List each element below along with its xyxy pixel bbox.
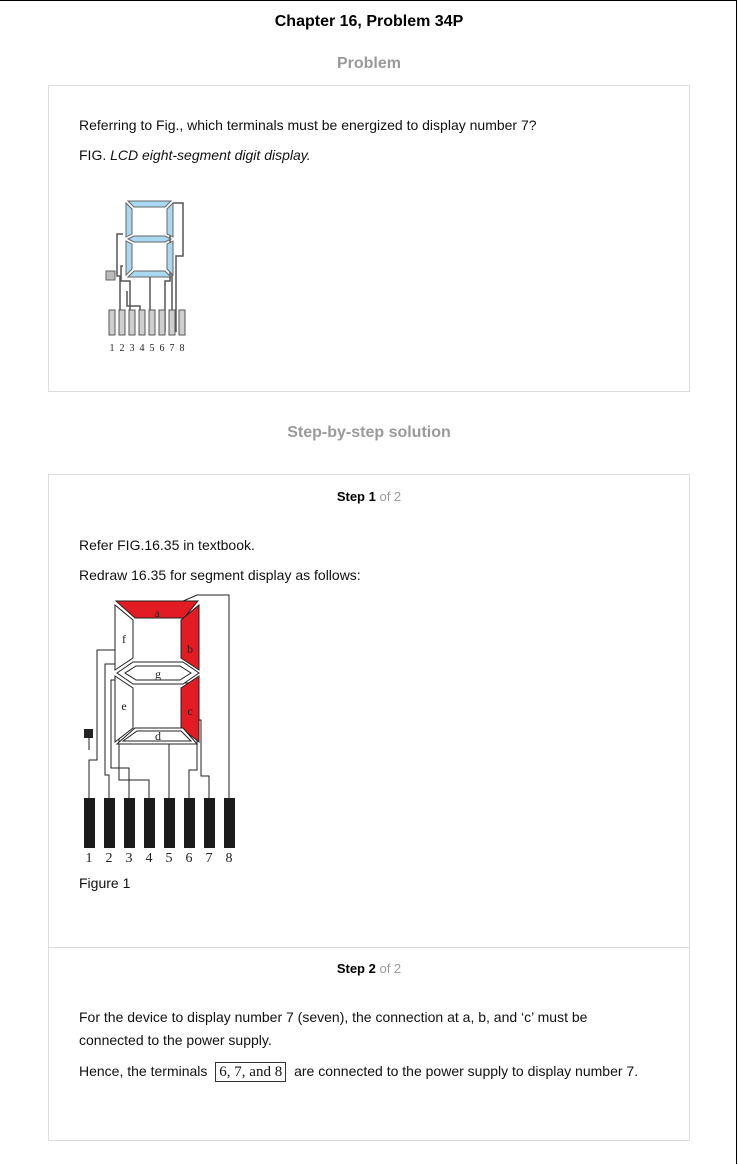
lcd-segment-g <box>128 236 171 242</box>
lcd-pin-number: 2 <box>119 343 125 354</box>
lcd-decimal-point <box>106 271 115 280</box>
segment-label-a: a <box>154 606 160 620</box>
lcd-segment-d <box>128 271 171 277</box>
lcd-pin <box>119 310 125 335</box>
answer-suffix: are connected to the power supply to display number 7. <box>294 1063 639 1079</box>
lcd-segment-b <box>167 203 173 237</box>
terminal-number: 4 <box>145 851 153 865</box>
lcd-display-figure <box>105 196 215 366</box>
lcd-pin-number: 3 <box>129 343 135 354</box>
terminal-number: 3 <box>125 851 133 865</box>
segment-label-c: c <box>187 704 193 718</box>
step-divider <box>49 947 689 948</box>
lcd-pin-number: 4 <box>139 343 145 354</box>
terminal-number: 2 <box>105 851 113 865</box>
lcd-pin-number: 7 <box>169 343 175 354</box>
step-1-label: Step 1 of 2 <box>336 489 402 504</box>
problem-question: Referring to Fig., which terminals must be energized to display number 7? <box>79 117 537 133</box>
lcd-pin-number: 8 <box>179 343 185 354</box>
lcd-pin <box>169 310 175 335</box>
lcd-pin-number: 5 <box>149 343 155 354</box>
lcd-segment-c <box>167 241 173 275</box>
terminal-8 <box>224 798 235 848</box>
answer-prefix: Hence, the terminals <box>79 1063 208 1079</box>
terminal-1 <box>84 798 95 848</box>
terminal-number: 5 <box>165 851 173 865</box>
lcd-pin-number: 1 <box>109 343 115 354</box>
lcd-pin <box>109 310 115 335</box>
segment-label-d: d <box>155 729 161 743</box>
lcd-segment-f <box>126 203 132 237</box>
decimal-point <box>84 729 93 738</box>
solution-card <box>48 474 690 1141</box>
lcd-pin-number: 6 <box>159 343 165 354</box>
terminal-number: 8 <box>225 851 233 865</box>
terminal-4 <box>144 798 155 848</box>
figure-caption: FIG. LCD eight-segment digit display. <box>79 147 311 163</box>
lcd-pin <box>149 310 155 335</box>
step-2-answer-line <box>79 1060 638 1083</box>
segment-label-g: g <box>155 667 161 681</box>
step-1-line-1: Refer FIG.16.35 in textbook. <box>79 537 255 553</box>
step-2-para-line-2: connected to the power supply. <box>79 1032 272 1048</box>
terminal-5 <box>164 798 175 848</box>
answer-box: 6, 7, and 8 <box>215 1062 286 1082</box>
lcd-pin <box>159 310 165 335</box>
terminal-number: 1 <box>85 851 93 865</box>
problem-heading: Problem <box>336 55 401 72</box>
lcd-segment-e <box>126 241 132 275</box>
step-2-para-line-1: For the device to display number 7 (seven), the connection at a, b, and ‘c’ must be <box>79 1009 588 1025</box>
terminal-6 <box>184 798 195 848</box>
terminal-number: 6 <box>185 851 193 865</box>
lcd-pin <box>179 310 185 335</box>
segment-label-b: b <box>187 642 193 656</box>
terminal-3 <box>124 798 135 848</box>
lcd-pin <box>129 310 135 335</box>
terminal-number: 7 <box>205 851 213 865</box>
terminal-2 <box>104 798 115 848</box>
solution-heading: Step-by-step solution <box>287 424 451 441</box>
problem-card <box>48 85 690 392</box>
segment-label-f: f <box>122 632 126 646</box>
lcd-pin <box>139 310 145 335</box>
terminal-7 <box>204 798 215 848</box>
step-2-label: Step 2 of 2 <box>336 961 402 976</box>
figure-1-caption: Figure 1 <box>79 875 131 891</box>
segment-label-e: e <box>121 699 127 713</box>
lcd-segment-a <box>128 201 171 207</box>
page-title: Chapter 16, Problem 34P <box>274 13 464 30</box>
step-1-line-2: Redraw 16.35 for segment display as follows: <box>79 567 361 583</box>
segment-display-redraw <box>79 590 259 865</box>
